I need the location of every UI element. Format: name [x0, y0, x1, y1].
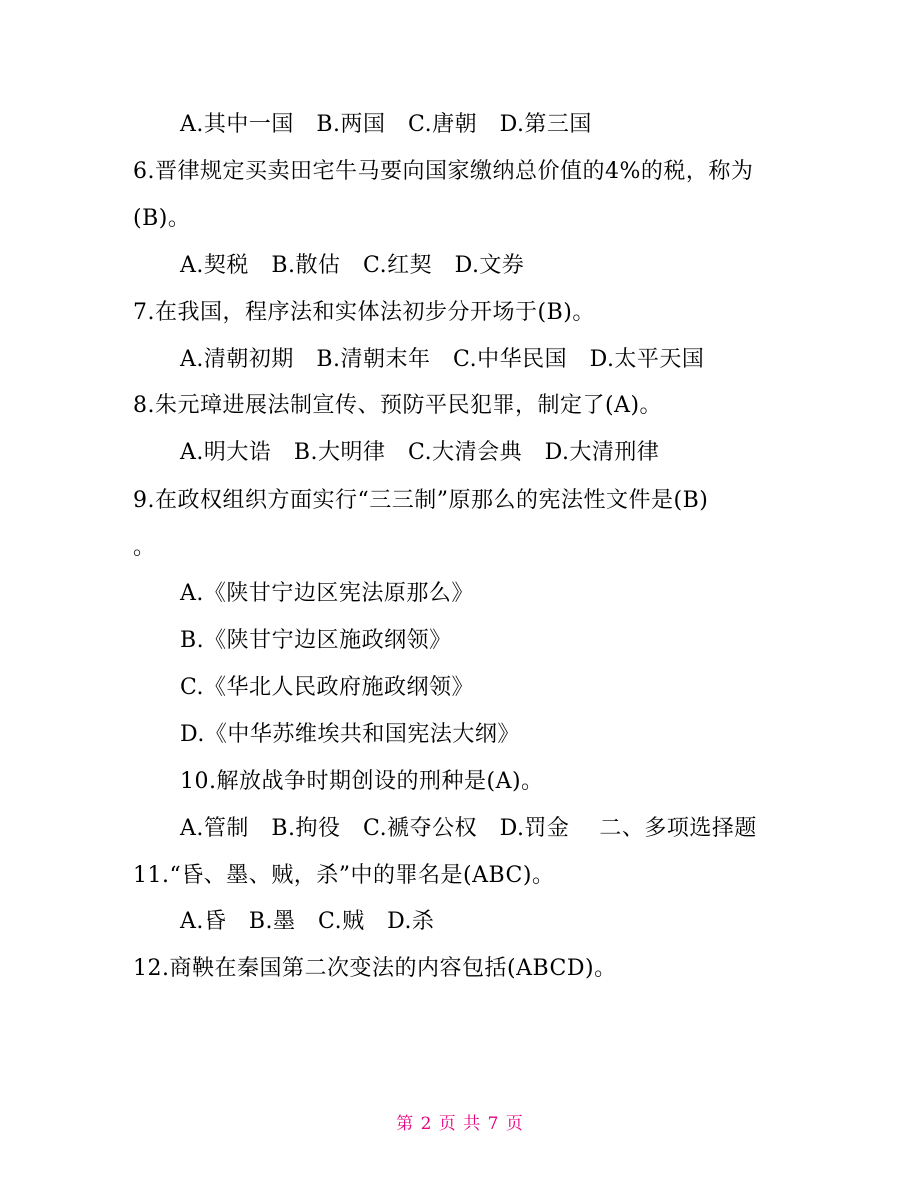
- option-line-q8: A.明大诰 B.大明律 C.大清会典 D.大清刑律: [180, 440, 660, 465]
- question-7: 7.在我国，程序法和实体法初步分开场于(B)。: [133, 300, 595, 325]
- option-line-q7: A.清朝初期 B.清朝末年 C.中华民国 D.太平天国: [180, 347, 705, 372]
- page-number-footer: 第 2 页 共 7 页: [396, 1114, 524, 1134]
- option-line-q6: A.契税 B.散估 C.红契 D.文券: [180, 253, 525, 278]
- option-line-q11: A.昏 B.墨 C.贼 D.杀: [180, 909, 435, 934]
- option-q9-b: B.《陕甘宁边区施政纲领》: [180, 628, 452, 653]
- question-6: 6.晋律规定买卖田宅牛马要向国家缴纳总价值的4%的税，称为: [133, 159, 754, 184]
- option-q9-c: C.《华北人民政府施政纲领》: [180, 675, 475, 700]
- question-11: 11.“昏、墨、贼，杀”中的罪名是(ABC)。: [133, 863, 555, 888]
- question-10: 10.解放战争时期创设的刑种是(A)。: [180, 769, 544, 794]
- option-line-q10: A.管制 B.拘役 C.褫夺公权 D.罚金 二、多项选择题: [180, 816, 757, 841]
- question-12: 12.商鞅在秦国第二次变法的内容包括(ABCD)。: [133, 956, 617, 981]
- question-8: 8.朱元璋进展法制宣传、预防平民犯罪，制定了(A)。: [133, 393, 663, 418]
- question-9-continuation: 。: [133, 535, 156, 560]
- question-9: 9.在政权组织方面实行“三三制”原那么的宪法性文件是(B): [133, 488, 709, 513]
- option-q9-a: A.《陕甘宁边区宪法原那么》: [180, 581, 474, 606]
- option-line-q5: A.其中一国 B.两国 C.唐朝 D.第三国: [180, 112, 592, 137]
- option-q9-d: D.《中华苏维埃共和国宪法大纲》: [180, 722, 520, 747]
- question-6-answer: (B)。: [133, 206, 191, 231]
